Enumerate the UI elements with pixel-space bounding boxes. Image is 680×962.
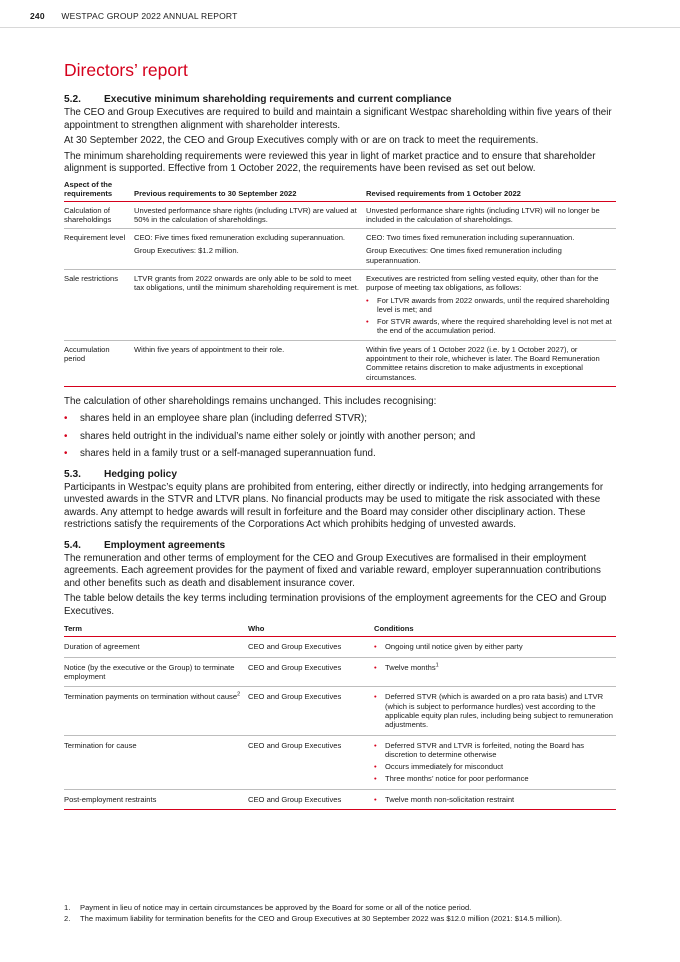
list-item: • Twelve month non-solicitation restraint [374, 795, 613, 804]
aspect-cell: Calculation of shareholdings [64, 201, 134, 229]
bullet-list [64, 413, 616, 461]
cell-text: Group Executives: $1.2 million. [134, 246, 239, 256]
term-cell [64, 657, 248, 687]
column-header: Term [64, 624, 248, 637]
employment-agreements-table [64, 624, 616, 810]
list-item: • shares held in a family trust or a self-managed superannuation fund. [64, 448, 616, 461]
footnote-ref: 1 [435, 662, 439, 669]
revised-cell [366, 340, 616, 386]
conditions-cell [374, 687, 616, 735]
column-header: Aspect of the requirements [64, 180, 134, 202]
list-item: • For LTVR awards from 2022 onwards, until the required shareholding level is met; and [366, 296, 613, 315]
term-cell [64, 789, 248, 809]
section-number: 5.3. [64, 468, 81, 480]
cell-text: CEO: Two times fixed remuneration including superannuation. [366, 233, 575, 243]
header-divider [0, 27, 680, 28]
page-title: Directors’ report [64, 60, 188, 80]
table-row [64, 789, 616, 809]
revised-cell [366, 269, 616, 340]
paragraph: The CEO and Group Executives are required to build and maintain a significant Westpac shareholding within five years of their appointment to strengthen alignment with shareholder interests. [64, 107, 612, 131]
paragraph: The table below details the key terms including termination provisions of the employment agreements for the CEO and Group Executives. [64, 593, 607, 617]
footnote-text: The maximum liability for termination benefits for the CEO and Group Executives at 30 September 2022 was $12.0 million (2021: $14.5 million). [80, 913, 563, 923]
cell-text: Unvested performance share rights (including LTVR) will no longer be included in the calculation of shareholdings. [366, 205, 600, 224]
section-title: Hedging policy [104, 468, 178, 480]
column-header: Revised requirements from 1 October 2022 [366, 180, 616, 202]
previous-cell [134, 340, 366, 386]
shareholding-requirements-table [64, 180, 616, 387]
cell-text: LTVR grants from 2022 onwards are only able to be sold to meet tax obligations, until the minimum shareholding requirement is met. [134, 273, 359, 293]
conditions-cell [374, 657, 616, 687]
term-text: Post-employment restraints [64, 794, 157, 804]
aspect-cell: Sale restrictions [64, 269, 134, 340]
aspect-cell: Accumulation period [64, 340, 134, 386]
paragraph: The calculation of other shareholdings remains unchanged. This includes recognising: [64, 395, 437, 407]
term-text: Duration of agreement [64, 642, 140, 652]
report-name [61, 11, 237, 21]
condition-text: Twelve months [385, 662, 436, 672]
conditions-cell [374, 735, 616, 789]
who-cell: CEO and Group Executives [248, 735, 374, 789]
footnote [64, 903, 616, 913]
footnote-text: Payment in lieu of notice may in certain circumstances be approved by the Board for some or all of the notice period. [80, 903, 472, 912]
table-row [64, 340, 616, 386]
section-number: 5.4. [64, 539, 81, 551]
paragraph: At 30 September 2022, the CEO and Group Executives comply with or are on track to meet the requirements. [64, 135, 539, 146]
section-number: 5.2. [64, 94, 81, 105]
footnotes [64, 903, 616, 924]
footnote [64, 914, 616, 924]
main-content [64, 94, 616, 810]
report-title: 2022 ANNUAL REPORT [141, 11, 238, 21]
footnote-number: 1. [64, 903, 71, 912]
term-cell [64, 735, 248, 789]
cell-text: CEO: Five times fixed remuneration excluding superannuation. [134, 233, 346, 243]
paragraph: The minimum shareholding requirements were reviewed this year in light of market practice and to ensure that shareholder alignment is supported. Effective from 1 October 2022, the requirements have been revised as set out below. [64, 150, 596, 174]
table-header-row [64, 624, 616, 637]
table-row [64, 657, 616, 687]
term-cell [64, 637, 248, 657]
term-cell [64, 687, 248, 735]
revised-cell [366, 201, 616, 229]
table-row [64, 687, 616, 735]
conditions-list [374, 663, 613, 672]
term-text: Termination payments on termination without cause [64, 692, 238, 702]
table-row [64, 735, 616, 789]
who-cell: CEO and Group Executives [248, 637, 374, 657]
previous-cell [134, 269, 366, 340]
list-item: • Deferred STVR (which is awarded on a pro rata basis) and LTVR (which is subject to performance hurdles) vest according to the applicable equity plan rules, including being subject to remuneration adjustments. [374, 692, 613, 729]
cell-text: Executives are restricted from selling vested equity, other than for the purpose of meeting tax obligations, as follows: [366, 273, 599, 293]
revised-cell [366, 229, 616, 270]
list-item: • Ongoing until notice given by either party [374, 642, 613, 651]
conditions-list [374, 692, 613, 729]
section-title: Employment agreements [104, 539, 226, 551]
who-cell: CEO and Group Executives [248, 789, 374, 809]
cell-text: Unvested performance share rights (including LTVR) are valued at 50% in the calculation of shareholdings. [134, 205, 357, 224]
section-heading-5-2 [64, 94, 616, 105]
list-item: • Three months’ notice for poor performance [374, 774, 613, 783]
who-cell: CEO and Group Executives [248, 657, 374, 687]
cell-text: Group Executives: One times fixed remuneration including superannuation. [366, 246, 562, 265]
table-row [64, 637, 616, 657]
page-number: 240 [30, 11, 45, 21]
column-header: Who [248, 624, 374, 637]
previous-cell [134, 229, 366, 270]
report-brand: WESTPAC GROUP [61, 11, 139, 21]
conditions-list [374, 795, 613, 804]
conditions-cell [374, 637, 616, 657]
aspect-cell: Requirement level [64, 229, 134, 270]
column-header: Previous requirements to 30 September 2022 [134, 180, 366, 202]
paragraph: The remuneration and other terms of employment for the CEO and Group Executives are formalised in their employment agreements. Each agreement provides for the payment of fixed and variable reward, employer superannuation contributions and other benefits such as death and disablement insurance cover. [64, 552, 601, 589]
term-text: Notice (by the executive or the Group) to terminate employment [64, 662, 235, 682]
section-heading-5-4 [64, 540, 616, 551]
table-row [64, 201, 616, 229]
term-text: Termination for cause [64, 740, 137, 750]
table-row [64, 229, 616, 270]
previous-cell [134, 201, 366, 229]
conditions-list [374, 642, 613, 651]
conditions-cell [374, 789, 616, 809]
running-header [30, 11, 238, 21]
list-item: • For STVR awards, where the required shareholding level is not met at the end of the accumulation period. [366, 317, 613, 336]
list-item [374, 663, 613, 672]
conditions-list [374, 741, 613, 784]
section-title: Executive minimum shareholding requirements and current compliance [104, 94, 452, 105]
section-heading-5-3 [64, 469, 616, 480]
paragraph: Participants in Westpac’s equity plans are prohibited from entering, either directly or indirectly, into hedging arrangements for unvested awards in the STVR and LTVR plans. No financial products may be used to mitigate the risk associated with these awards. Any attempt to hedge awards will result in forfeiture and the Board may consider other disciplinary action. These restrictions satisfy the requirements of the Corporations Act which prohibits hedging of unvested awards. [64, 481, 604, 531]
list-item: • shares held outright in the individual’s name either solely or jointly with another person; and [64, 431, 616, 444]
table-header-row [64, 180, 616, 202]
cell-text: Within five years of appointment to their role. [134, 344, 285, 354]
column-header: Conditions [374, 624, 616, 637]
footnote-number: 2. [64, 913, 71, 923]
who-cell: CEO and Group Executives [248, 687, 374, 735]
footnote-ref: 2 [237, 691, 241, 698]
list-item: • Occurs immediately for misconduct [374, 762, 613, 771]
cell-bullet-list [366, 296, 613, 336]
cell-text: Within five years of 1 October 2022 (i.e. by 1 October 2027), or appointment to their role, whichever is later. The Board Remuneration Committee retains discretion to make adjustments in exceptional circumstances. [366, 344, 600, 382]
list-item: • Deferred STVR and LTVR is forfeited, noting the Board has discretion to determine otherwise [374, 741, 613, 760]
table-row [64, 269, 616, 340]
list-item: • shares held in an employee share plan (including deferred STVR); [64, 413, 616, 426]
